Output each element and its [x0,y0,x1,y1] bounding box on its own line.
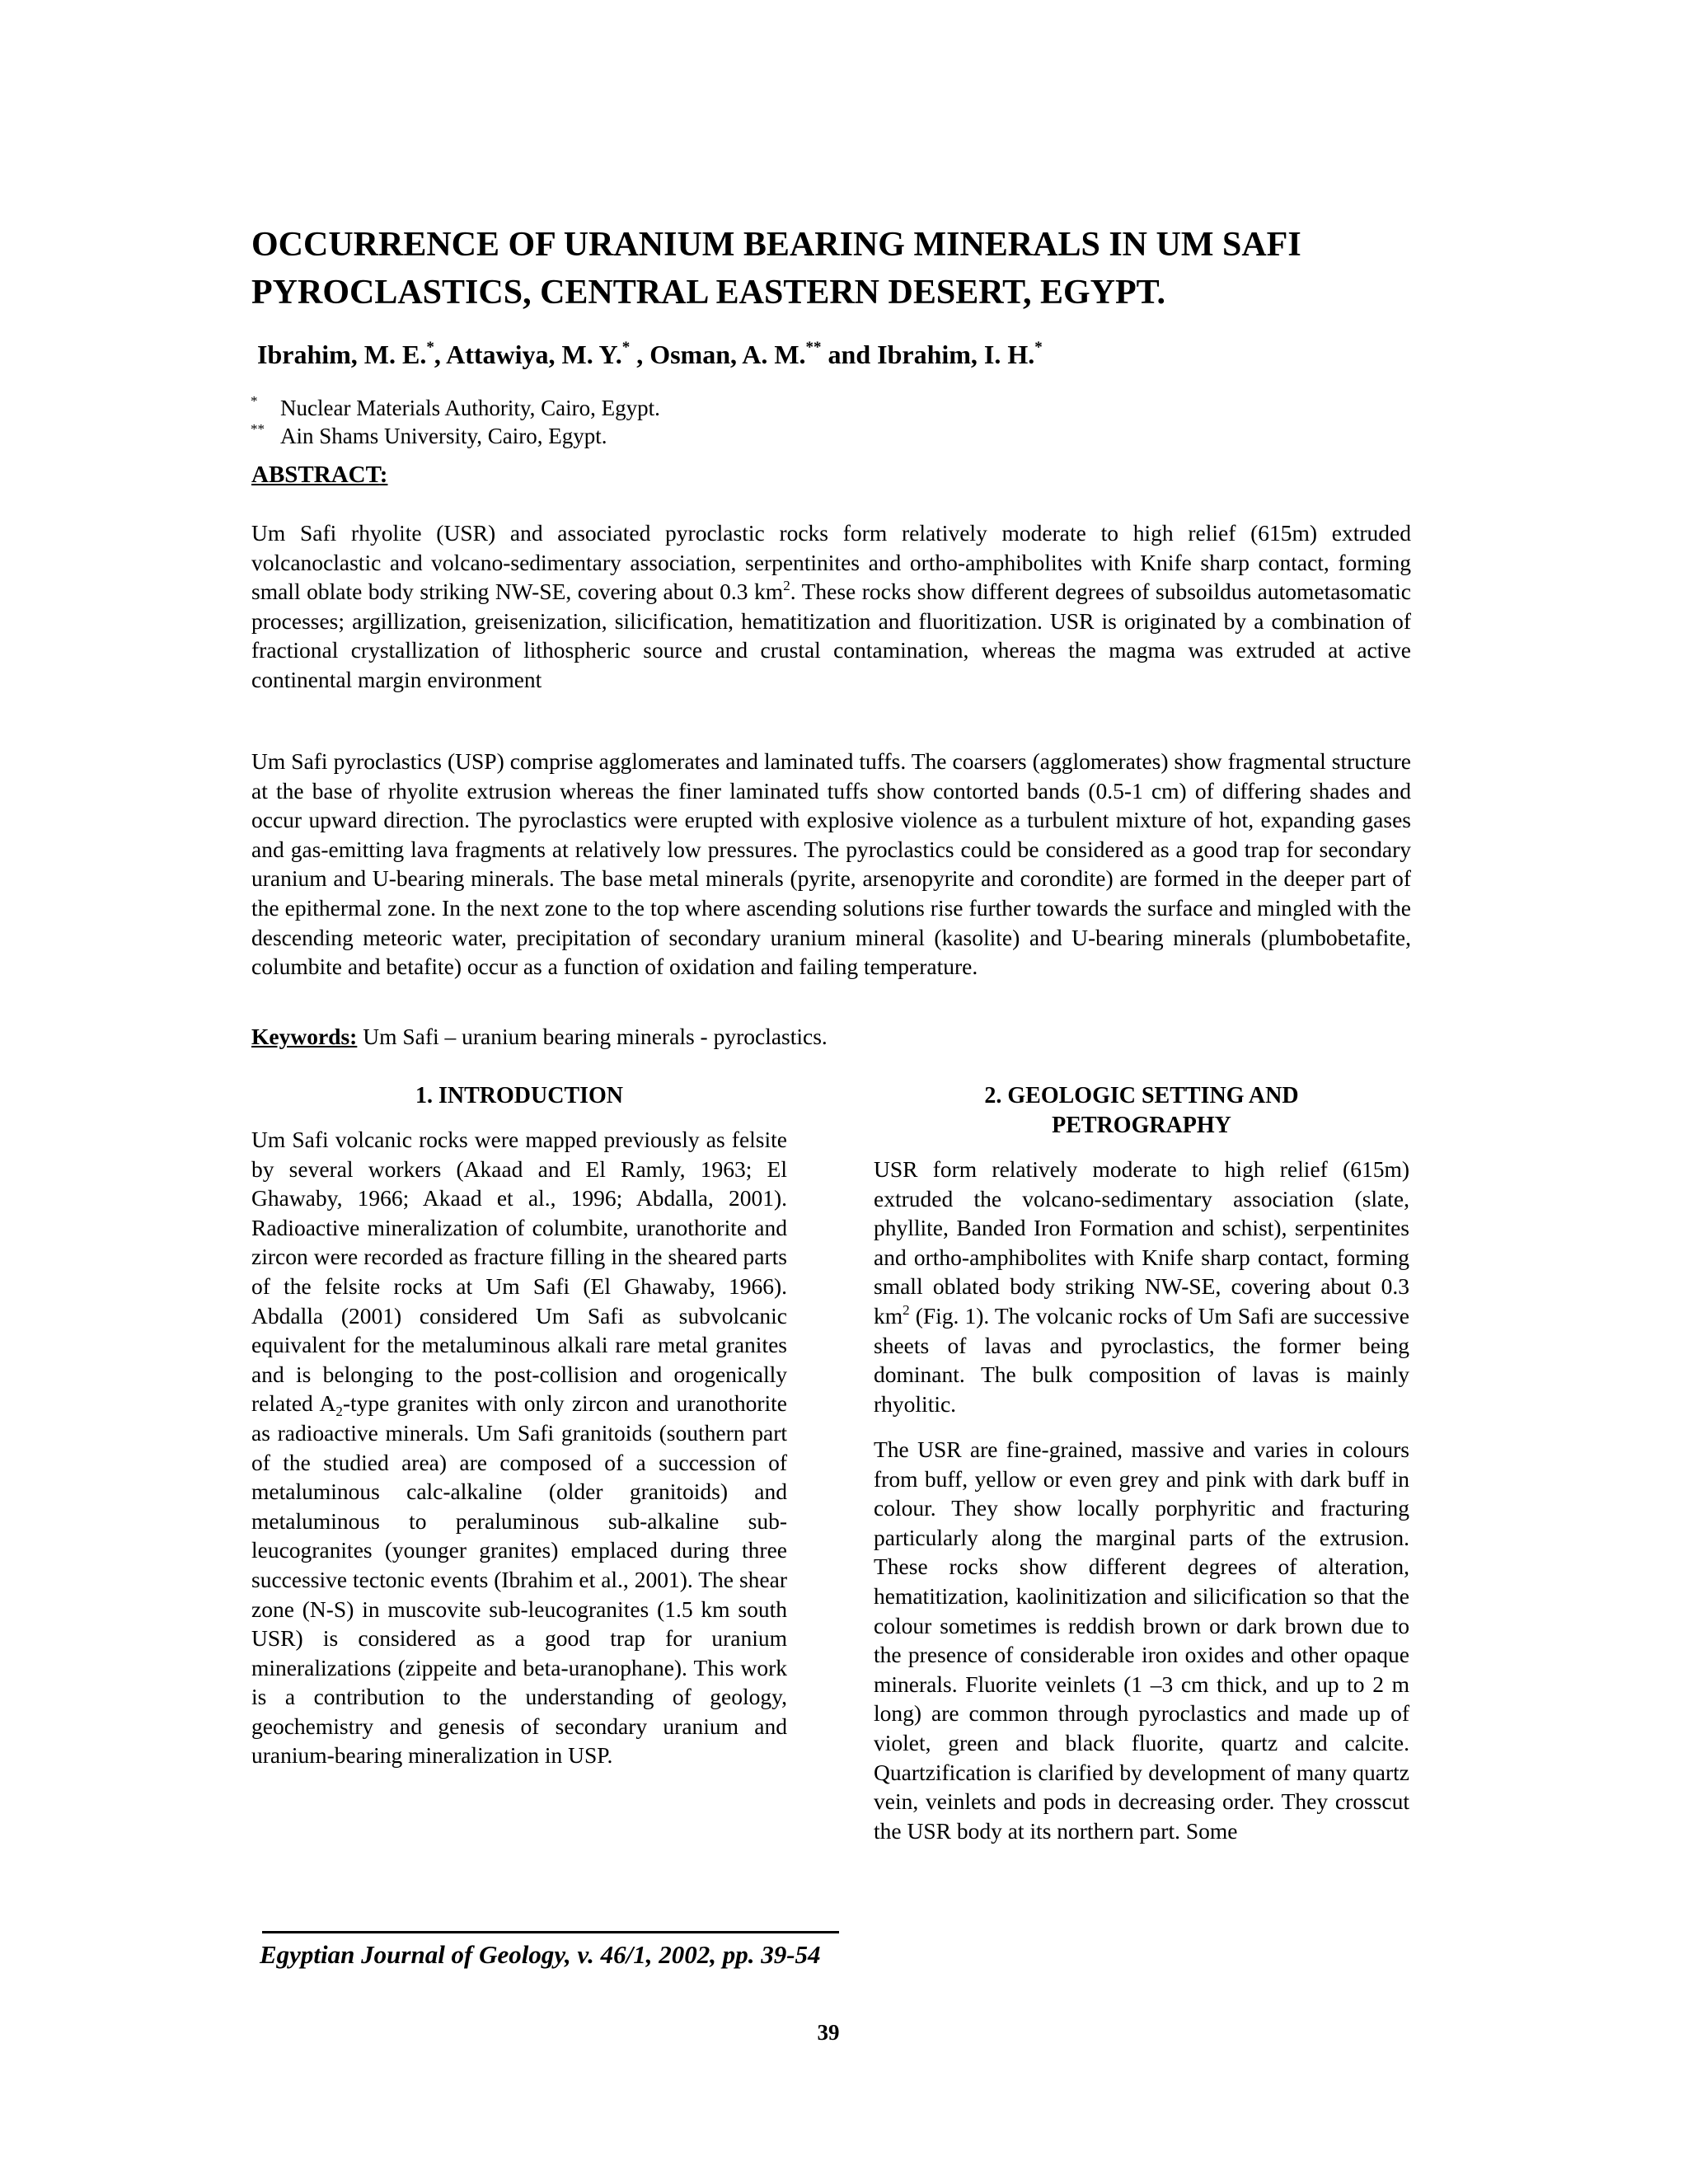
abstract-paragraph-2: Um Safi pyroclastics (USP) comprise agglomerates and laminated tuffs. The coarsers (agglomerates) show fragmental structure at the base of rhyolite extrusion whereas the finer laminated tuffs show contorted bands (0.5-1 cm) of differing shades and occur upward direction. The pyroclastics were erupted with explosive violence as a turbulent mixture of hot, expanding gases and gas-emitting lava fragments at relatively low pressures. The pyroclastics could be considered as a good trap for secondary uranium and U-bearing minerals. The base metal minerals (pyrite, arsenopyrite and corondite) are formed in the deeper part of the epithermal zone. In the next zone to the top where ascending solutions rise further towards the surface and mingled with the descending meteoric water, precipitation of secondary uranium mineral (kasolite) and U-bearing minerals (plumbobetafite, columbite and betafite) occur as a function of oxidation and failing temperature. [251,748,1411,980]
title-line-1: OCCURRENCE OF URANIUM BEARING MINERALS IN UM SAFI [251,226,1301,264]
geologic-heading-line-2: PETROGRAPHY [1052,1113,1231,1138]
author-1-mark: * [426,339,434,356]
page-number: 39 [817,2020,840,2045]
author-3: , Osman, A. M. [630,340,806,369]
author-4: and Ibrahim, I. H. [821,340,1035,369]
abstract-paragraph-1 [251,518,1411,695]
abstract-p1-part-a: Um Safi rhyolite (USR) and associated pyroclastic rocks form relatively moderate to high relief (615m) extruded volcanoclastic and volcano-sedimentary association, serpentinites and ortho-amphibolites with Knife sharp contact, forming small oblate body striking NW-SE, covering about 0.3 km [251,520,1411,605]
introduction-heading [251,1081,787,1111]
geologic-paragraph-2: The USR are fine-grained, massive and varies in colours from buff, yellow or even grey and pink with dark buff in colour. They show locally porphyritic and fracturing particularly along the marginal parts of the extrusion. These rocks show different degrees of alteration, hematitization, kaolinitization and silicification so that the colour sometimes is reddish brown or dark brown due to the presence of considerable iron oxides and other opaque minerals. Fluorite veinlets (1 –3 cm thick, and up to 2 m long) are common through pyroclastics and made up of violet, green and black fluorite, quartz and calcite. Quartzification is clarified by development of many quartz vein, veinlets and pods in decreasing order. They crosscut the USR body at its northern part. Some [874,1436,1409,1844]
intro-part-a: Um Safi volcanic rocks were mapped previously as felsite by several workers (Akaad and El Ramly, 1963; El Ghawaby, 1966; Akaad et al., 1996; Abdalla, 2001). Radioactive mineralization of columbite, uranothorite and zircon were recorded as fracture filling in the sheared parts of the felsite rocks at Um Safi (El Ghawaby, 1966). Abdalla (2001) considered Um Safi as subvolcanic equivalent for the metaluminous alkali rare metal granites and is belonging to the post-collision and orogenically related A [251,1127,787,1417]
geologic-p1-part-a: USR form relatively moderate to high relief (615m) extruded the volcano-sedimentary association (slate, phyllite, Banded Iron Formation and schist), serpentinites and ortho-amphibolites with Knife sharp contact, forming small oblated body striking NW-SE, covering about 0.3 km [874,1156,1409,1329]
geologic-paragraph-1 [874,1155,1409,1418]
intro-subscript: 2 [335,1404,343,1420]
affiliation-2 [251,415,607,450]
author-2-mark: * [621,339,631,356]
author-list [257,338,1043,371]
introduction-heading-text: 1. INTRODUCTION [415,1083,624,1108]
author-3-mark: ** [805,339,822,356]
affiliation-1-text: Nuclear Materials Authority, Cairo, Egypt. [280,396,660,420]
keywords-label: Keywords: [251,1024,358,1049]
geologic-setting-heading [874,1081,1409,1141]
introduction-paragraph [251,1125,787,1770]
abstract-p1-superscript: 2 [783,578,790,594]
journal-citation: Egyptian Journal of Geology, v. 46/1, 2002, pp. 39-54 [260,1940,821,1969]
intro-part-b: -type granites with only zircon and uranothorite as radioactive minerals. Um Safi granitoids (southern part of the studied area) are composed of a succession of metaluminous calc-alkaline (older granitoids) and metaluminous to peraluminous sub-alkaline sub-leucogranites (younger granites) emplaced during three successive tectonic events (Ibrahim et al., 2001). The shear zone (N-S) in muscovite sub-leucogranites (1.5 km south USR) is considered as a good trap for uranium mineralizations (zippeite and beta-uranophane). This work is a contribution to the understanding of geology, geochemistry and genesis of secondary uranium and uranium-bearing mineralization in USP. [251,1390,787,1769]
keywords-text: Um Safi – uranium bearing minerals - pyroclastics. [357,1024,828,1049]
author-2: , Attawiya, M. Y. [434,340,622,369]
author-4-mark: * [1034,339,1043,356]
abstract-heading-text: ABSTRACT [251,462,380,488]
author-1: Ibrahim, M. E. [257,340,427,369]
keywords [251,1022,1411,1052]
abstract-heading-colon: : [379,462,388,488]
abstract-p1-part-b: . These rocks show different degrees of subsoildus autometasomatic processes; argillization, greisenization, silicification, hematitization and fluoritization. USR is originated by a combination of fractional crystallization of lithospheric source and crustal contamination, whereas the magma was extruded at active continental margin environment [251,579,1412,692]
paper-title [251,221,1447,316]
geologic-p1-part-b: (Fig. 1). The volcanic rocks of Um Safi are successive sheets of lavas and pyroclastics, the former being dominant. The bulk composition of lavas is mainly rhyolitic. [874,1302,1409,1417]
geologic-p1-superscript: 2 [903,1301,910,1318]
abstract-heading [251,460,387,490]
affiliation-2-text: Ain Shams University, Cairo, Egypt. [280,424,607,448]
title-line-2: PYROCLASTICS, CENTRAL EASTERN DESERT, EGYPT. [251,274,1166,312]
footer-rule [262,1931,839,1933]
affiliation-2-mark: ** [251,421,265,437]
geologic-heading-line-1: 2. GEOLOGIC SETTING AND [984,1083,1299,1108]
affiliation-1-mark: * [251,393,258,409]
